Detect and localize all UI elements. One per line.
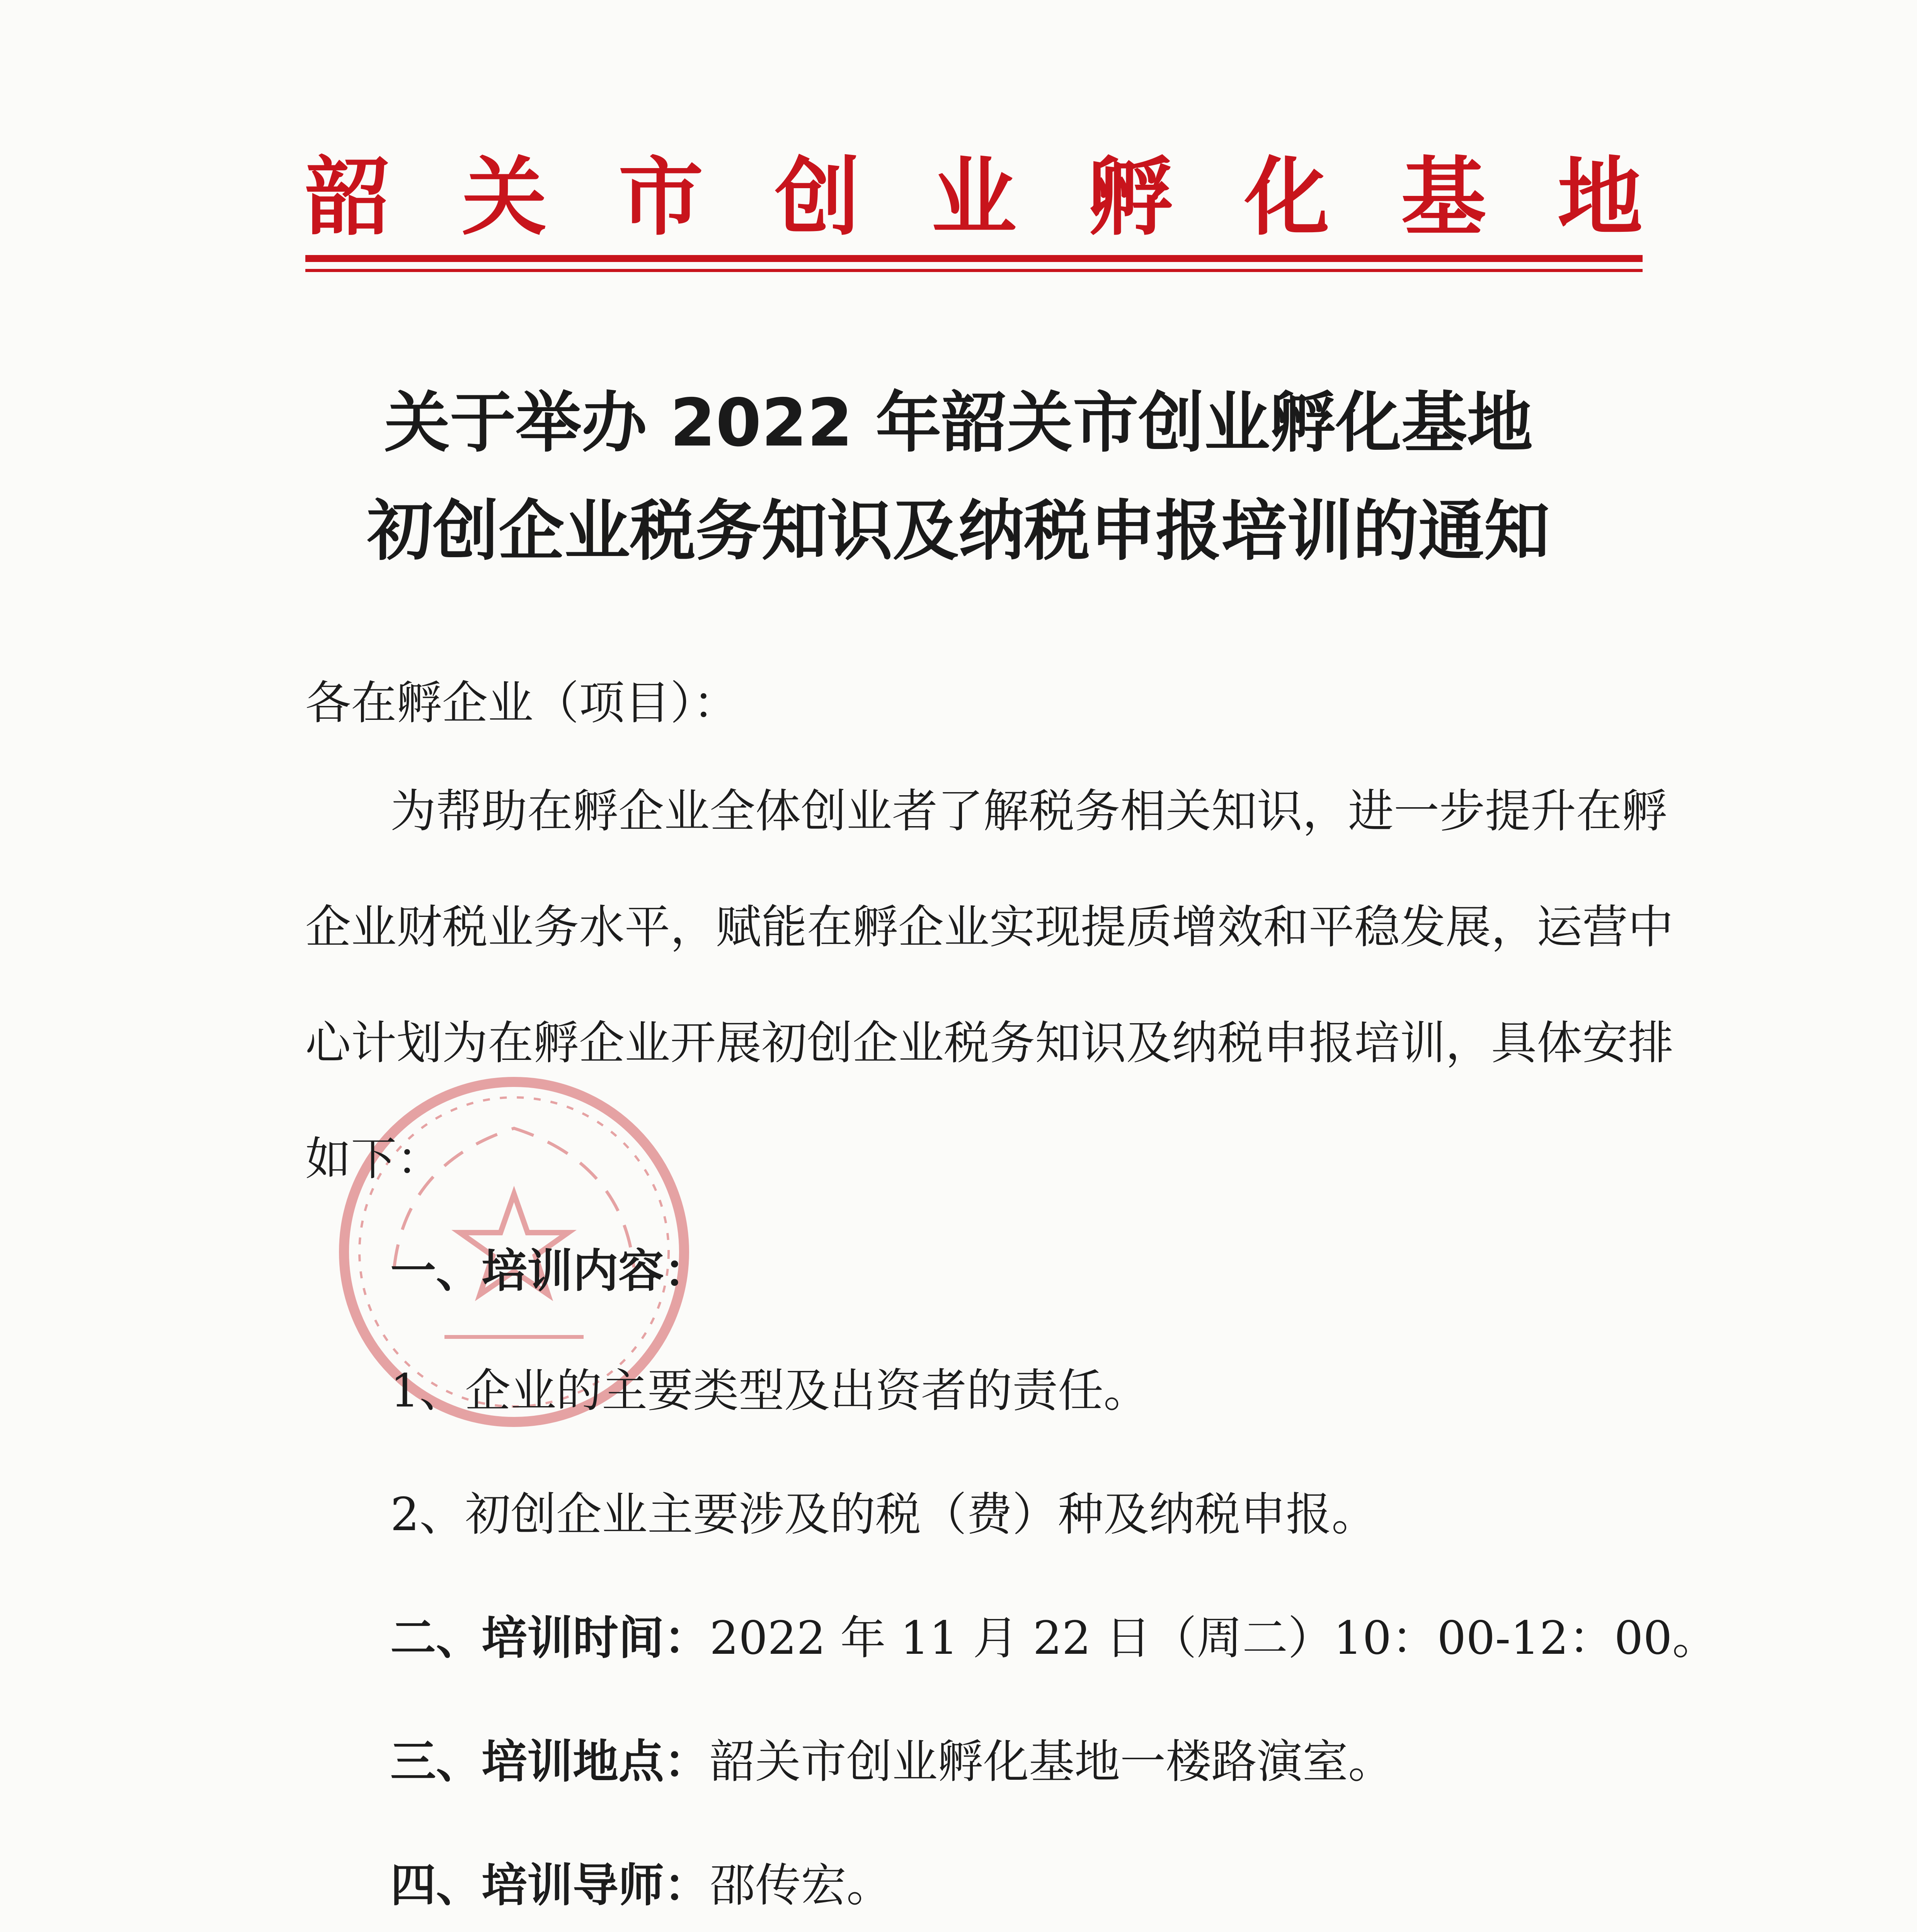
notice-title-line2: 初创企业税务知识及纳税申报培训的通知 xyxy=(367,493,1550,570)
letterhead-rule-thick xyxy=(305,255,1643,262)
section-location xyxy=(390,1735,1394,1788)
letterhead-rule-thin xyxy=(305,269,1643,272)
letterhead-char: 地 xyxy=(1557,147,1643,247)
section-value: 韶关市创业孵化基地一楼路演室。 xyxy=(710,1735,1394,1788)
letterhead-char: 基 xyxy=(1401,147,1486,247)
letterhead xyxy=(305,139,1643,255)
letterhead-char: 孵 xyxy=(1088,147,1173,247)
letterhead-char: 韶 xyxy=(305,147,391,247)
salutation: 各在孵企业（项目）： xyxy=(305,676,739,730)
section-time xyxy=(390,1611,1718,1665)
section-instructor xyxy=(390,1859,892,1912)
section-item: 2、初创企业主要涉及的税（费）种及纳税申报。 xyxy=(390,1488,1377,1541)
intro-line: 如下： xyxy=(305,1132,443,1185)
letterhead-char: 创 xyxy=(775,147,860,247)
intro-line: 企业财税业务水平，赋能在孵企业实现提质增效和平稳发展，运营中 xyxy=(305,900,1674,954)
letterhead-char: 业 xyxy=(931,147,1016,247)
section-item: 1、企业的主要类型及出资者的责任。 xyxy=(390,1364,1149,1417)
letterhead-char: 市 xyxy=(618,147,703,247)
section-label: 二、培训时间： xyxy=(390,1611,710,1665)
intro-line: 心计划为在孵企业开展初创企业税务知识及纳税申报培训，具体安排 xyxy=(305,1016,1674,1070)
letterhead-char: 关 xyxy=(461,147,547,247)
section-value: 2022 年 11 月 22 日（周二）10：00-12：00。 xyxy=(710,1611,1718,1665)
section-heading: 一、培训内容： xyxy=(390,1244,710,1298)
intro-line: 为帮助在孵企业全体创业者了解税务相关知识，进一步提升在孵 xyxy=(390,784,1668,838)
section-label: 三、培训地点： xyxy=(390,1735,710,1788)
section-label: 四、培训导师： xyxy=(390,1859,710,1912)
notice-title-line1: 关于举办 2022 年韶关市创业孵化基地 xyxy=(384,385,1533,461)
section-value: 邵传宏。 xyxy=(710,1859,892,1912)
letterhead-char: 化 xyxy=(1244,147,1330,247)
